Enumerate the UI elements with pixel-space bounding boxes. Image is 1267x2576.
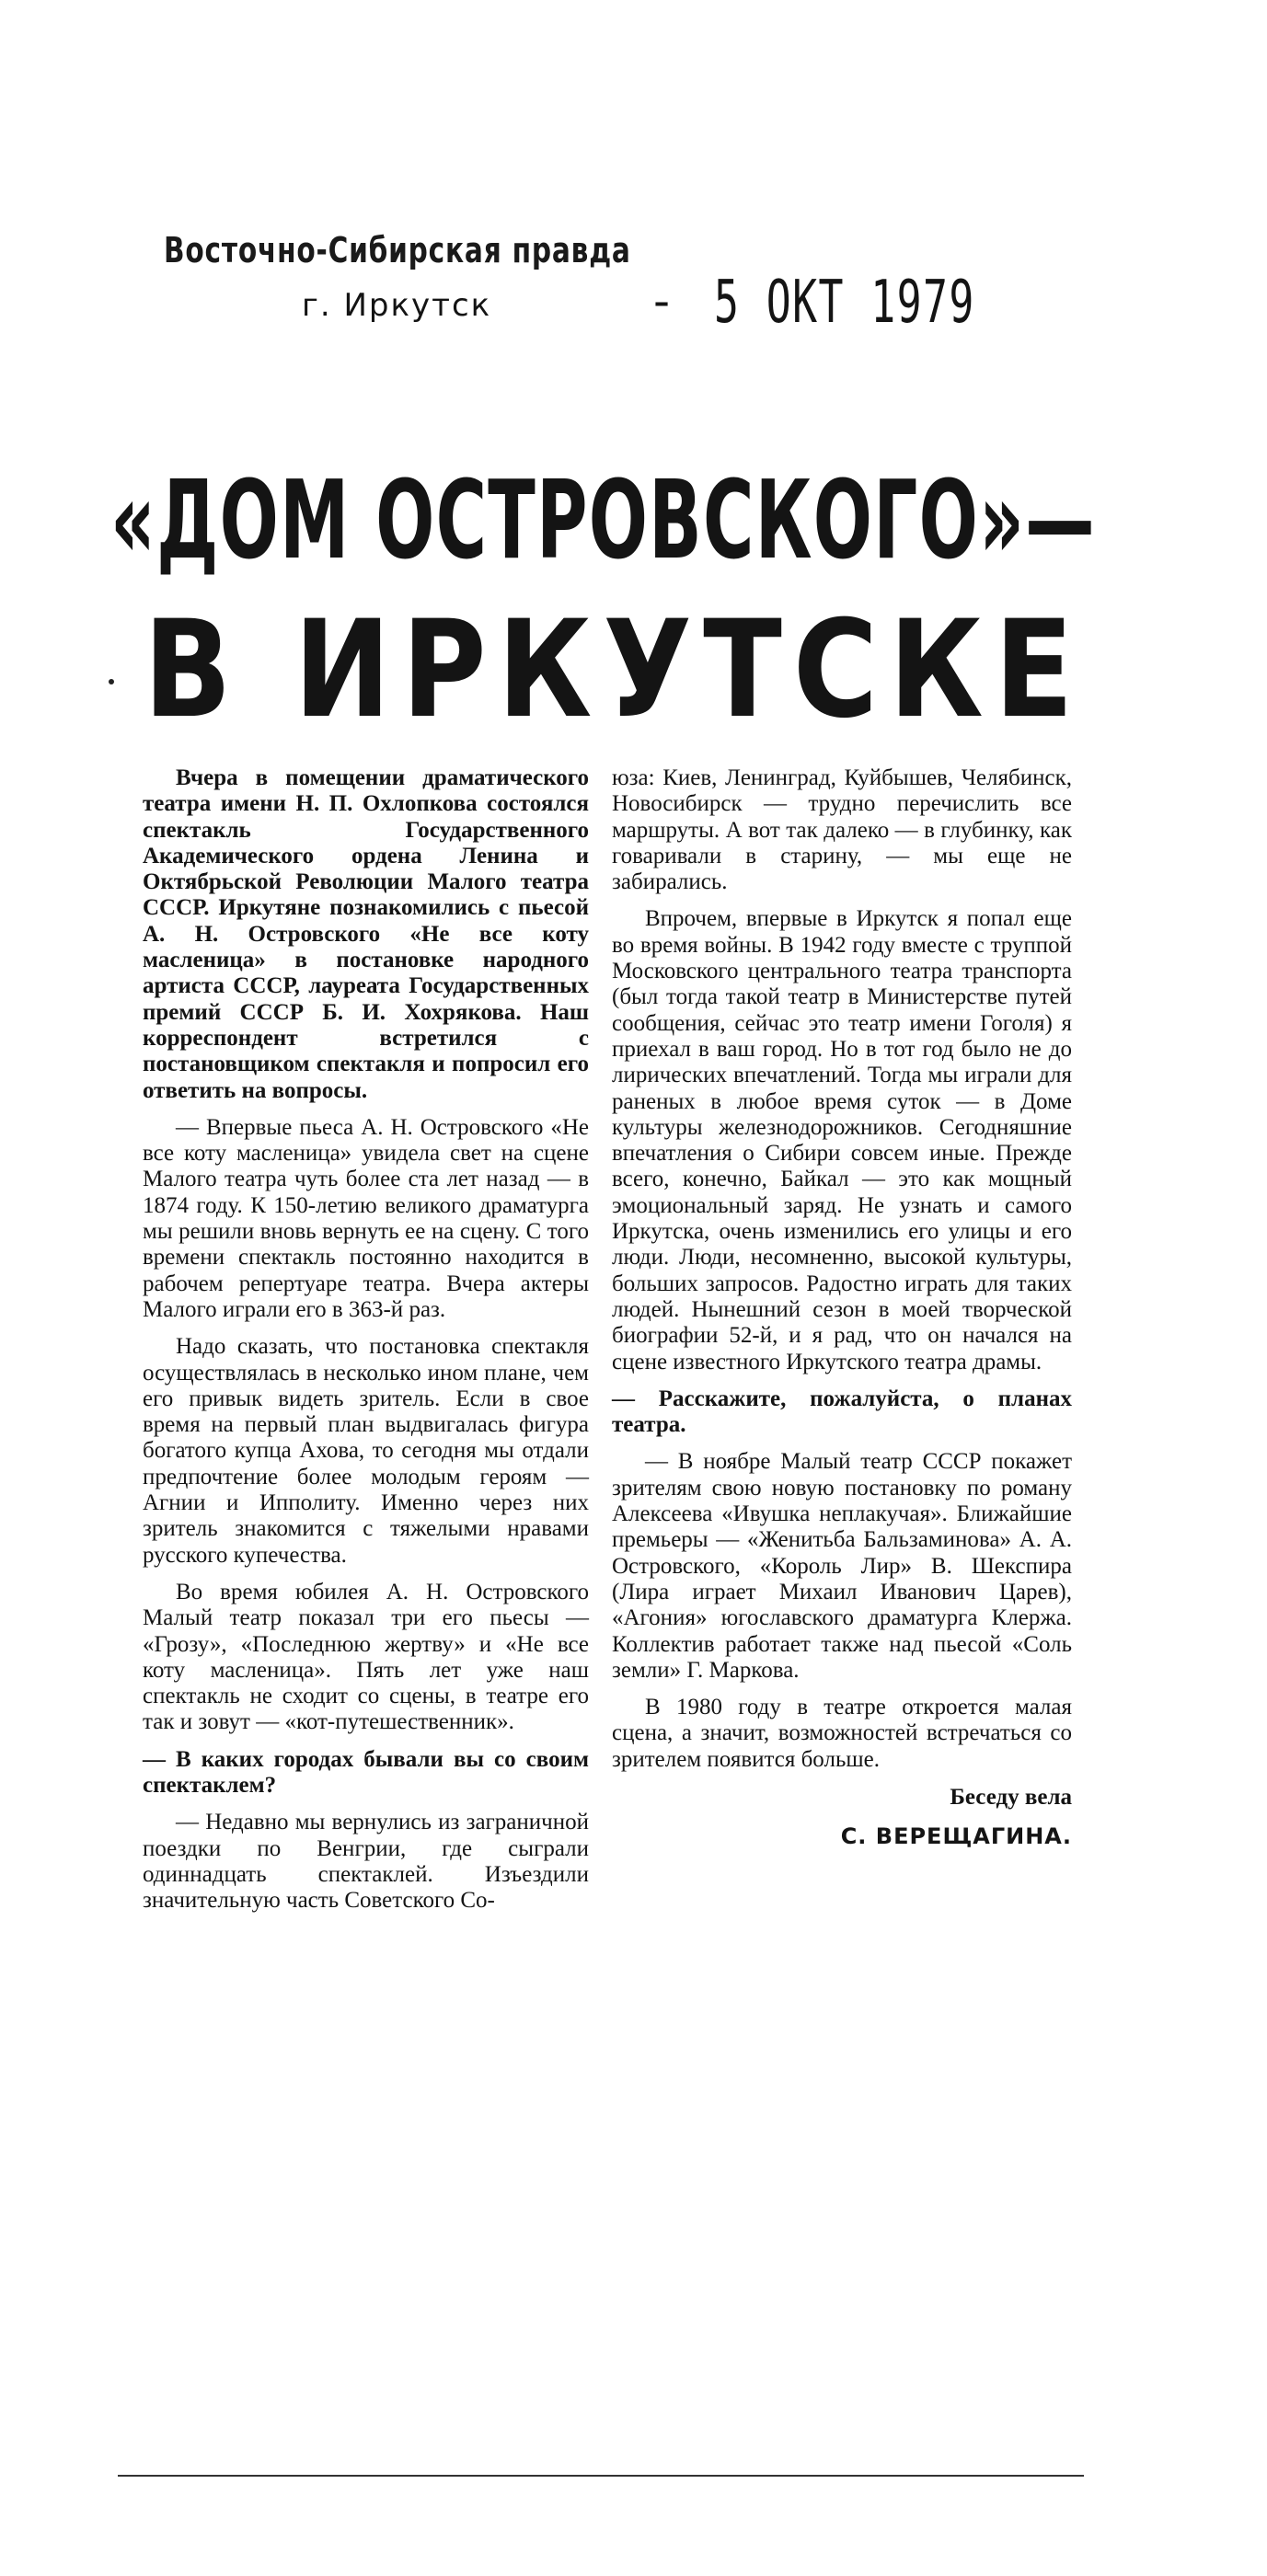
article-body bbox=[143, 765, 1100, 2421]
article-paragraph: В 1980 году в театре откроется малая сцена, а значит, возможностей встречаться со зрителем появится больше. bbox=[612, 1695, 1072, 1772]
article-column-left bbox=[143, 765, 589, 1925]
interview-question: — Расскажите, пожалуйста, о планах театра. bbox=[612, 1386, 1072, 1438]
article-paragraph: — Впервые пьеса А. Н. Островского «Не все коту масленица» увидела свет на сцене Малого театра чуть более ста лет назад — в 1874 году. К 150-летию великого драматурга мы решили вновь вернуть ее на сцену. С того времени спектакль постоянно находится в рабочем репертуаре театра. Вчера актеры Малого играли его в 363-й раз. bbox=[143, 1114, 589, 1322]
author-name: С. ВЕРЕЩАГИНА. bbox=[840, 1823, 1072, 1849]
article-paragraph: — В ноябре Малый театр СССР покажет зрителям свою новую постановку по роману Алексеева «Ивушка неплакучая». Ближайшие премьеры — «Женитьба Бальзаминова» А. А. Островского, «Король Лир» В. Шекспира (Лира играет Михаил Иванович Царев), «Агония» югославского драматурга Клержа. Коллектив работает также над пьесой «Соль земли» Г. Маркова. bbox=[612, 1449, 1072, 1683]
date-stamp: 5 ОКТ 1979 bbox=[714, 269, 975, 337]
interview-question: — В каких городах бывали вы со своим спектаклем? bbox=[143, 1746, 589, 1798]
article-paragraph: Во время юбилея А. Н. Островского Малый театр показал три его пьесы — «Грозу», «Последнюю жертву» и «Не все коту масленица». Пять лет уже наш спектакль не сходит со сцены, в театре его так и зовут — «кот-путешественник». bbox=[143, 1579, 589, 1735]
publication-city: г. Иркутск bbox=[302, 287, 492, 324]
article-column-right bbox=[612, 765, 1072, 1862]
print-speck bbox=[109, 679, 114, 684]
article-paragraph: Надо сказать, что постановка спектакля осуществлялась в несколько ином плане, чем его привык видеть зритель. Если в свое время на первый план выдвигалась фигура богатого купца Ахова, то сегодня мы отдали предпочтение более молодым героям — Агнии и Ипполиту. Именно через них зритель знакомится с тяжелыми нравами русского купечества. bbox=[143, 1334, 589, 1568]
clipping-header bbox=[164, 230, 992, 359]
article-lead: Вчера в помещении драматического театра имени Н. П. Охлопкова состоялся спектакль Государственного Академического ордена Ленина и Октябрьской Революции Малого театра СССР. Иркутяне познакомились с пьесой А. Н. Островского «Не все коту масленица» в постановке народного артиста СССР, лауреата Государственных премий СССР Б. И. Хохрякова. Наш корреспондент встретился с постановщиком спектакля и попросил его ответить на вопросы. bbox=[143, 765, 589, 1103]
article-paragraph: юза: Киев, Ленинград, Куйбышев, Челябинск, Новосибирск — трудно перечислить все маршруты. А вот так далеко — в глубинку, как говаривали в старину, — мы еще не забирались. bbox=[612, 765, 1072, 895]
article-headline bbox=[110, 456, 1123, 748]
headline-line-2: В ИРКУТСКЕ bbox=[144, 592, 1085, 748]
signature-name bbox=[612, 1823, 1072, 1851]
article-paragraph: Впрочем, впервые в Иркутск я попал еще во время войны. В 1942 году вместе с труппой Московского центрального театра транспорта (был тогда такой театр в Министерстве путей сообщения, сейчас это театр имени Гоголя) я приехал в ваш город. Но в тот год было не до лирических впечатлений. Тогда мы играли для раненых в любое время суток — в Доме культуры железнодорожников. Сегодняшние впечатления о Сибири совсем иные. Прежде всего, конечно, Байкал — это как мощный эмоциональный заряд. Не узнать и самого Иркутска, очень изменились его улицы и его люди. Люди, несомненно, высокой культуры, больших запросов. Радостно играть для таких людей. Нынешний сезон в моей творческой биографии 52-й, и я рад, что он начался на сцене известного Иркутского театра драмы. bbox=[612, 906, 1072, 1374]
signature-label: Беседу вела bbox=[950, 1784, 1072, 1810]
bottom-rule bbox=[118, 2475, 1084, 2477]
article-paragraph: — Недавно мы вернулись из заграничной поездки по Венгрии, где сыграли одиннадцать спектаклей. Изъездили значительную часть Советского Со- bbox=[143, 1810, 589, 1914]
headline-line-1: «ДОМ ОСТРОВСКОГО»— bbox=[110, 456, 1096, 583]
header-dash: - bbox=[653, 274, 671, 328]
publication-name: Восточно-Сибирская правда bbox=[164, 230, 631, 270]
